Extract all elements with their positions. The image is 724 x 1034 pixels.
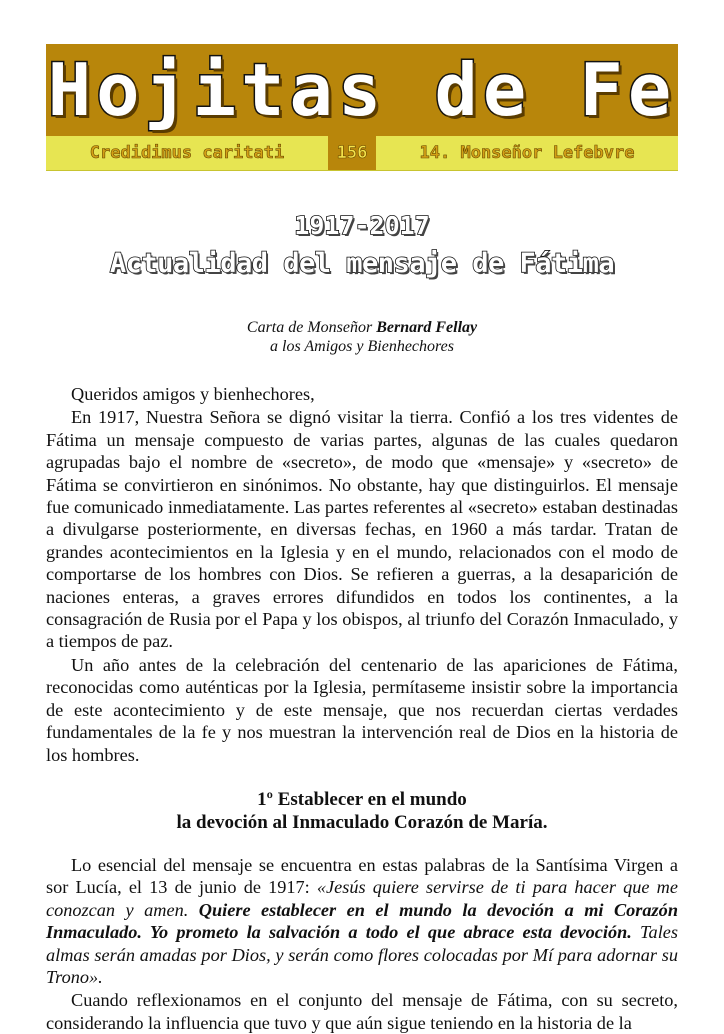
- paragraph: Un año antes de la celebración del centenario de las apariciones de Fátima, reconocidas como auténticas por la Iglesia, permítaseme insistir sobre la importancia de este acontecimiento y de este mensaje, que nos recuerdan ciertas verdades fundamentales de la fe y nos muestran la intervención real de Dios en la historia de los hombres.: [46, 654, 678, 765]
- motto: Credidimus caritati: [89, 143, 285, 163]
- section-heading-line2: la devoción al Inmaculado Corazón de María.: [176, 811, 548, 833]
- article-title: [46, 208, 678, 284]
- article-title-main: Actualidad del mensaje de Fátima: [109, 248, 615, 279]
- byline-line2: a los Amigos y Bienhechores: [270, 338, 454, 355]
- paragraph-intro: Lo esencial del mensaje se encuentra en estas palabras de la Santísima Virgen a sor Lucía, el 13 de junio de 1917:: [46, 854, 678, 898]
- article-body: [46, 383, 678, 1034]
- section-heading-line1: 1º Establecer en el mundo: [257, 788, 467, 810]
- brand-band: [46, 44, 678, 136]
- byline: [46, 318, 678, 356]
- masthead: [46, 44, 678, 170]
- article-title-year: 1917-2017: [294, 211, 430, 240]
- quote: Tales almas serán amadas por Dios, y serán como flores colocadas por Mí para adornar su Trono».: [46, 922, 678, 987]
- publication-title: Hojitas de Fe: [47, 48, 677, 132]
- quote-emphasis: Quiere establecer en el mundo la devoción a mi Corazón Inmaculado. Yo prometo la salvación a todo el que abrace esta devoción.: [46, 899, 678, 943]
- quote: «Jesús quiere servirse de ti para hacer que me conozcan y amen.: [46, 877, 678, 920]
- byline-line1: [46, 318, 678, 337]
- salutation: Queridos amigos y bienhechores,: [71, 384, 315, 404]
- issue-number: 156: [328, 136, 376, 170]
- paragraph: Cuando reflexionamos en el conjunto del mensaje de Fátima, con su secreto, considerando la influencia que tuvo y que aún sigue teniendo en la historia de la: [46, 990, 678, 1033]
- paragraph: En 1917, Nuestra Señora se dignó visitar la tierra. Confió a los tres videntes de Fátima un mensaje compuesto de varias partes, algunas de las cuales quedaron agrupadas bajo el nombre de «secreto», de modo que «mensaje» y «secreto» de Fátima se convirtieron en sinónimos. No obstante, hay que distinguirlos. El mensaje fue comunicado inmediatamente. Las partes referentes al «secreto» estaban destinadas a divulgarse posteriormente, en diversas fechas, en 1960 a más tardar. Tratan de grandes acontecimientos en la Iglesia y en el mundo, relacionados con el modo de comportarse de los hombres con Dios. Se refieren a guerras, a la desaparición de naciones enteras, a graves errores difundidos en todos los continentes, a la consagración de Rusia por el Papa y los obispos, al triunfo del Corazón Inmaculado, y a tiempos de paz.: [46, 407, 678, 652]
- masthead-strip: [46, 136, 678, 171]
- section-heading: [46, 788, 678, 834]
- series-label: 14. Monseñor Lefebvre: [419, 143, 635, 163]
- paragraph: [46, 854, 678, 988]
- byline-prefix: Carta de Monseñor: [246, 319, 377, 336]
- byline-author: Bernard Fellay: [376, 319, 478, 336]
